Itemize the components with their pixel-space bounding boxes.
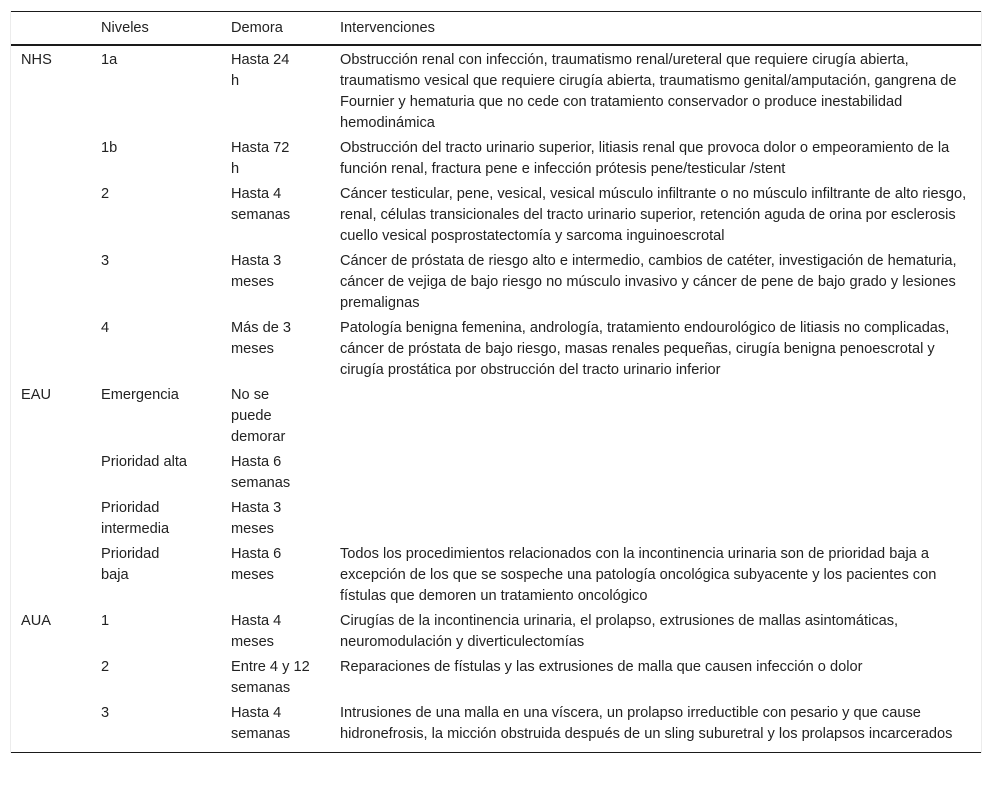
cell-intervenciones: Obstrucción renal con infección, traumatismo renal/ureteral que requiere cirugía abierta, traumatismo vesical que requiere cirugía abierta, traumatismo genital/amputación, gangrena de Fournier y hematuria que no cede con tratamiento conservador o produce inestabilidad hemodinámica [340,52,957,131]
table-row [11,315,981,382]
cell-nivel [101,449,231,495]
nivel-text: 2 [101,186,110,202]
cell-organization [11,700,101,753]
cell-organization [11,181,101,248]
demora-text: Hasta 4 semanas [231,186,291,223]
cell-demora [231,315,340,382]
cell-organization [11,654,101,700]
demora-text: Hasta 4 semanas [231,705,291,742]
header-niveles: Niveles [101,20,149,36]
header-demora: Demora [231,20,283,36]
cell-organization: EAU [21,387,52,403]
demora-text: Hasta 4 meses [231,613,282,650]
cell-nivel [101,315,231,382]
cell-intervenciones [340,449,981,495]
cell-nivel [101,181,231,248]
cell-intervenciones: Cirugías de la incontinencia urinaria, el prolapso, extrusiones de mallas asintomáticas, neuromodulación y diverticulectomías [340,613,899,650]
demora-text: Entre 4 y 12 semanas [231,659,310,696]
demora-text: Hasta 3 meses [231,500,282,537]
cell-intervenciones [340,495,981,541]
table-row [11,700,981,753]
demora-text: Hasta 6 meses [231,546,282,583]
cell-organization: AUA [21,613,52,629]
cell-nivel [101,382,231,449]
cell-intervenciones: Todos los procedimientos relacionados con la incontinencia urinaria son de prioridad baja a excepción de los que se sospeche una patología oncológica subyacente y los pacientes con fístulas que demoren un tratamiento oncológico [340,546,937,604]
cell-demora [231,608,340,654]
table-row [11,248,981,315]
nivel-text: Prioridad alta [101,454,187,470]
cell-intervenciones: Reparaciones de fístulas y las extrusiones de malla que causen infección o dolor [340,659,863,675]
cell-organization: NHS [21,52,52,68]
table-row [11,541,981,608]
nivel-text: 4 [101,320,110,336]
table-row [11,382,981,449]
cell-organization [11,541,101,608]
cell-organization [11,449,101,495]
nivel-text: Emergencia [101,387,179,403]
table-row [11,135,981,181]
table-body [11,45,981,753]
cell-nivel [101,248,231,315]
cell-nivel [101,495,231,541]
cell-organization [11,315,101,382]
nivel-text: 1 [101,613,110,629]
table-row [11,45,981,135]
cell-nivel [101,135,231,181]
priority-table-container [10,11,982,753]
cell-intervenciones [340,382,981,449]
cell-demora [231,382,340,449]
header-row [11,12,981,46]
table-header [11,12,981,46]
nivel-text: 1a [101,52,118,68]
table-row [11,495,981,541]
cell-demora [231,495,340,541]
demora-text: Hasta 3 meses [231,253,282,290]
table-row [11,449,981,495]
nivel-text: 1b [101,140,118,156]
surgical-priority-table [11,11,981,753]
demora-text: Hasta 24 h [231,52,305,89]
nivel-text: 3 [101,253,110,269]
cell-demora [231,181,340,248]
cell-demora [231,541,340,608]
cell-organization [11,495,101,541]
cell-demora [231,449,340,495]
cell-intervenciones: Patología benigna femenina, andrología, tratamiento endourológico de litiasis no complicadas, cáncer de próstata de bajo riesgo, masas renales pequeñas, cirugía benigna penoescrotal y cirugía prostática por obstrucción del tracto urinario inferior [340,320,950,378]
cell-demora [231,45,340,135]
cell-nivel [101,45,231,135]
cell-intervenciones: Intrusiones de una malla en una víscera, un prolapso irreductible con pesario y que cause hidronefrosis, la micción obstruida después de un sling suburetral y los prolapsos incarcerados [340,705,953,742]
cell-nivel [101,654,231,700]
nivel-text: 3 [101,705,110,721]
cell-nivel [101,700,231,753]
table-row [11,181,981,248]
cell-demora [231,654,340,700]
cell-demora [231,248,340,315]
header-intervenciones: Intervenciones [340,20,435,36]
cell-nivel [101,608,231,654]
demora-text: No se puede demorar [231,387,286,445]
cell-organization [11,248,101,315]
table-row [11,654,981,700]
cell-nivel [101,541,231,608]
table-row [11,608,981,654]
cell-organization [11,135,101,181]
nivel-text: Prioridad baja [101,546,160,583]
cell-intervenciones: Obstrucción del tracto urinario superior, litiasis renal que provoca dolor o empeoramiento de la función renal, fractura pene e infección prótesis pene/testicular /stent [340,140,950,177]
cell-demora [231,700,340,753]
nivel-text: 2 [101,659,110,675]
demora-text: Hasta 72 h [231,140,305,177]
demora-text: Más de 3 meses [231,320,292,357]
demora-text: Hasta 6 semanas [231,454,291,491]
cell-demora [231,135,340,181]
nivel-text: Prioridad intermedia [101,500,170,537]
header-organization [11,12,101,46]
cell-intervenciones: Cáncer testicular, pene, vesical, vesical músculo infiltrante o no músculo infiltrante de alto riesgo, renal, células transicionales del tracto urinario superior, retención aguda de orina por esclerosis cuello vesical posprostatectomía y sarcoma inguinoescrotal [340,186,967,244]
cell-intervenciones: Cáncer de próstata de riesgo alto e intermedio, cambios de catéter, investigación de hematuria, cáncer de vejiga de bajo riesgo no músculo invasivo y cáncer de pene de bajo grado y lesiones premalignas [340,253,957,311]
